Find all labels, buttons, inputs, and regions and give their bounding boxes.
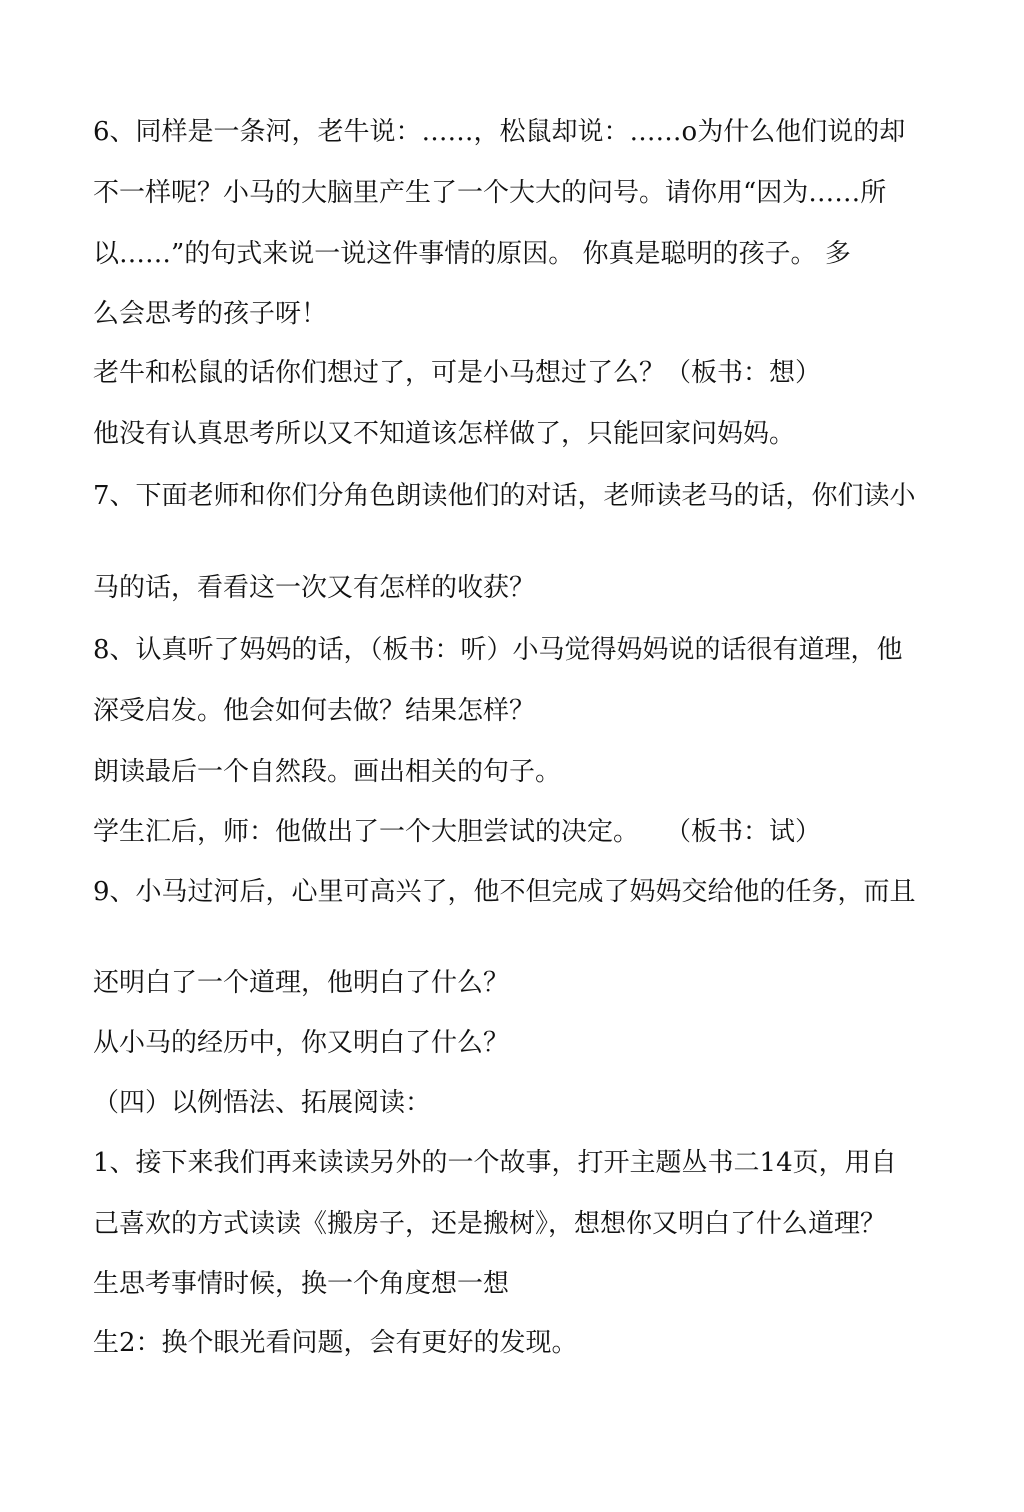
text-line: 马的话，看看这一次又有怎样的收获？ bbox=[93, 573, 536, 603]
text-line: 8、认真听了妈妈的话，（板书：听）小马觉得妈妈说的话很有道理，他 bbox=[93, 635, 903, 665]
text-line: 生思考事情时候，换一个角度想一想 bbox=[93, 1269, 510, 1299]
text-line: 己喜欢的方式读读《搬房子，还是搬树》，想想你又明白了什么道理？ bbox=[93, 1209, 887, 1239]
section-heading: （四）以例悟法、拓展阅读： bbox=[93, 1088, 432, 1118]
text-line: 不一样呢？小马的大脑里产生了一个大大的问号。请你用“因为……所 bbox=[93, 178, 887, 208]
text-line: 生2：换个眼光看问题，会有更好的发现。 bbox=[93, 1328, 578, 1358]
text-line: 以……”的句式来说一说这件事情的原因。 你真是聪明的孩子。 多 bbox=[93, 239, 851, 269]
text-line: 9、小马过河后，心里可高兴了，他不但完成了妈妈交给他的任务，而且 bbox=[93, 877, 916, 907]
text-line: 7、下面老师和你们分角色朗读他们的对话，老师读老马的话，你们读小 bbox=[93, 481, 916, 511]
text-line: 学生汇后，师：他做出了一个大胆尝试的决定。 （板书：试） bbox=[93, 817, 822, 847]
text-line: 朗读最后一个自然段。画出相关的句子。 bbox=[93, 757, 562, 787]
text-line: 他没有认真思考所以又不知道该怎样做了，只能回家问妈妈。 bbox=[93, 419, 796, 449]
text-line: 6、同样是一条河，老牛说：……，松鼠却说：……o为什么他们说的却 bbox=[93, 117, 906, 147]
text-line: 深受启发。他会如何去做？结果怎样？ bbox=[93, 696, 536, 726]
text-line: 从小马的经历中，你又明白了什么？ bbox=[93, 1028, 510, 1058]
text-line: 1、接下来我们再来读读另外的一个故事，打开主题丛书二14页，用自 bbox=[93, 1148, 897, 1178]
text-line: 老牛和松鼠的话你们想过了，可是小马想过了么？（板书：想） bbox=[93, 358, 822, 388]
text-line: 么会思考的孩子呀！ bbox=[93, 299, 328, 329]
text-line: 还明白了一个道理，他明白了什么？ bbox=[93, 968, 510, 998]
